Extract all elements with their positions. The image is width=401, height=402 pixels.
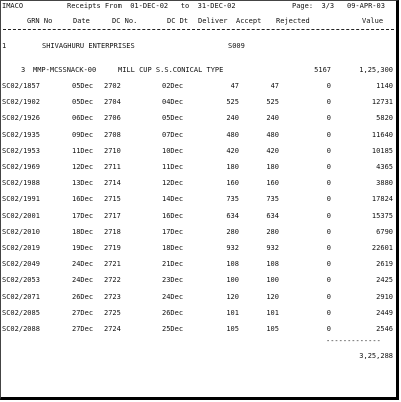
cell-rej: 0 — [326, 325, 331, 333]
cell-date: 24Dec — [72, 260, 94, 269]
cell-dcdt: 23Dec — [162, 276, 184, 285]
table-row — [1, 164, 396, 174]
item-qty-total: 5167 — [314, 66, 331, 74]
cell-rej: 0 — [326, 211, 331, 220]
cell-val: 2910 — [376, 292, 393, 301]
table-row — [1, 277, 396, 287]
cell-acc: 932 — [266, 244, 279, 252]
item-seq: 3 — [21, 66, 26, 74]
cell-grn: SC02/1926 — [2, 114, 40, 123]
cell-dc: 2714 — [104, 179, 121, 188]
cell-rej: 0 — [326, 260, 331, 269]
cell-acc: 280 — [266, 227, 279, 236]
cell-grn: SC02/2053 — [2, 276, 40, 285]
cell-date: 12Dec — [72, 163, 94, 171]
table-row — [1, 294, 396, 304]
cell-del: 180 — [226, 163, 239, 171]
cell-rej: 0 — [326, 276, 331, 285]
cell-grn: SC02/2010 — [2, 227, 40, 236]
cell-date: 13Dec — [72, 179, 94, 188]
cell-del: 634 — [226, 211, 239, 220]
cell-del: 932 — [226, 244, 239, 252]
cell-acc: 240 — [266, 114, 279, 123]
cell-acc: 47 — [270, 82, 279, 90]
col-dc-dt: DC Dt — [167, 17, 189, 25]
cell-acc: 108 — [266, 260, 279, 269]
cell-date: 06Dec — [72, 114, 94, 123]
cell-dcdt: 21Dec — [162, 260, 184, 269]
item-value-total: 1,25,300 — [359, 66, 393, 74]
cell-rej: 0 — [326, 244, 331, 252]
cell-dc: 2724 — [104, 325, 121, 333]
cell-rej: 0 — [326, 179, 331, 188]
cell-val: 4365 — [376, 163, 393, 171]
cell-dc: 2718 — [104, 227, 121, 236]
cell-del: 525 — [226, 98, 239, 107]
cell-date: 24Dec — [72, 276, 94, 285]
cell-acc: 160 — [266, 179, 279, 188]
cell-dcdt: 25Dec — [162, 325, 184, 333]
table-row — [1, 115, 396, 125]
cell-date: 09Dec — [72, 130, 94, 139]
cell-dcdt: 02Dec — [162, 82, 184, 90]
supplier-name: SHIVAGHURU ENTERPRISES — [42, 42, 135, 50]
cell-dc: 2715 — [104, 195, 121, 204]
cell-del: 105 — [226, 325, 239, 333]
run-date: 09-APR-03 — [347, 2, 385, 10]
grand-total: 3,25,288 — [359, 352, 393, 360]
cell-acc: 105 — [266, 325, 279, 333]
cell-dc: 2721 — [104, 260, 121, 269]
cell-val: 10185 — [371, 146, 393, 155]
cell-dcdt: 18Dec — [162, 244, 184, 252]
cell-dcdt: 11Dec — [162, 163, 184, 171]
cell-acc: 100 — [266, 276, 279, 285]
cell-rej: 0 — [326, 308, 331, 317]
cell-del: 160 — [226, 179, 239, 188]
cell-date: 27Dec — [72, 325, 94, 333]
cell-dc: 2704 — [104, 98, 121, 107]
cell-date: 16Dec — [72, 195, 94, 204]
cell-dc: 2719 — [104, 244, 121, 252]
cell-rej: 0 — [326, 146, 331, 155]
table-row — [1, 180, 396, 190]
report-title: Receipts From 01-DEC-02 to 31-DEC-02 — [67, 2, 236, 10]
cell-val: 6790 — [376, 227, 393, 236]
cell-date: 26Dec — [72, 292, 94, 301]
cell-dc: 2702 — [104, 82, 121, 90]
cell-del: 120 — [226, 292, 239, 301]
cell-del: 420 — [226, 146, 239, 155]
cell-date: 17Dec — [72, 211, 94, 220]
cell-val: 12731 — [371, 98, 393, 107]
cell-date: 27Dec — [72, 308, 94, 317]
col-rejected: Rejected — [276, 17, 310, 25]
cell-val: 17824 — [371, 195, 393, 204]
table-row — [1, 245, 396, 255]
cell-acc: 525 — [266, 98, 279, 107]
col-date: Date — [73, 17, 90, 25]
cell-dc: 2708 — [104, 130, 121, 139]
cell-acc: 480 — [266, 130, 279, 139]
table-row — [1, 229, 396, 239]
table-row — [1, 310, 396, 320]
report-header — [1, 1, 396, 13]
cell-dcdt: 14Dec — [162, 195, 184, 204]
cell-val: 2546 — [376, 325, 393, 333]
cell-dcdt: 26Dec — [162, 308, 184, 317]
cell-acc: 180 — [266, 163, 279, 171]
cell-val: 22601 — [371, 244, 393, 252]
cell-del: 47 — [230, 82, 239, 90]
cell-dcdt: 16Dec — [162, 211, 184, 220]
total-underline: ------------- — [326, 337, 381, 345]
cell-grn: SC02/1902 — [2, 98, 40, 107]
cell-dcdt: 24Dec — [162, 292, 184, 301]
cell-date: 11Dec — [72, 146, 94, 155]
cell-dcdt: 04Dec — [162, 98, 184, 107]
col-delivered: Deliver — [198, 17, 228, 25]
page-number: Page: 3/3 — [292, 2, 335, 10]
supplier-seq: 1 — [2, 42, 7, 50]
cell-val: 2425 — [376, 276, 393, 285]
table-row — [1, 326, 396, 336]
cell-grn: SC02/1953 — [2, 146, 40, 155]
item-code: MMP-MCSSNACK-00 — [33, 66, 97, 74]
cell-dcdt: 10Dec — [162, 146, 184, 155]
cell-rej: 0 — [326, 98, 331, 107]
col-grn-no: GRN No — [27, 17, 53, 25]
cell-grn: SC02/2088 — [2, 325, 40, 333]
cell-grn: SC02/2071 — [2, 292, 40, 301]
cell-dc: 2711 — [104, 163, 121, 171]
cell-del: 240 — [226, 114, 239, 123]
cell-grn: SC02/1935 — [2, 130, 40, 139]
cell-acc: 420 — [266, 146, 279, 155]
cell-del: 480 — [226, 130, 239, 139]
cell-grn: SC02/1988 — [2, 179, 40, 188]
table-row — [1, 261, 396, 271]
cell-del: 100 — [226, 276, 239, 285]
cell-grn: SC02/2001 — [2, 211, 40, 220]
cell-dc: 2725 — [104, 308, 121, 317]
cell-grn: SC02/2049 — [2, 260, 40, 269]
supplier-code: S009 — [228, 42, 245, 50]
cell-dc: 2706 — [104, 114, 121, 123]
cell-val: 2449 — [376, 308, 393, 317]
cell-rej: 0 — [326, 195, 331, 204]
col-accepted: Accept — [236, 17, 262, 25]
cell-grn: SC02/1857 — [2, 82, 40, 90]
cell-val: 11640 — [371, 130, 393, 139]
item-description: MILL CUP S.S.CONICAL TYPE — [118, 66, 224, 74]
table-row — [1, 196, 396, 206]
cell-dc: 2710 — [104, 146, 121, 155]
cell-del: 735 — [226, 195, 239, 204]
cell-val: 5820 — [376, 114, 393, 123]
cell-date: 05Dec — [72, 82, 94, 90]
cell-rej: 0 — [326, 130, 331, 139]
table-row — [1, 132, 396, 142]
cell-del: 280 — [226, 227, 239, 236]
header-divider — [3, 29, 394, 30]
cell-val: 15375 — [371, 211, 393, 220]
company-name: IMACO — [2, 2, 24, 10]
cell-dcdt: 07Dec — [162, 130, 184, 139]
table-row — [1, 99, 396, 109]
cell-del: 108 — [226, 260, 239, 269]
cell-dc: 2723 — [104, 292, 121, 301]
cell-acc: 735 — [266, 195, 279, 204]
cell-grn: SC02/1991 — [2, 195, 40, 204]
cell-val: 2619 — [376, 260, 393, 269]
cell-rej: 0 — [326, 227, 331, 236]
cell-del: 101 — [226, 308, 239, 317]
cell-dc: 2722 — [104, 276, 121, 285]
cell-acc: 120 — [266, 292, 279, 301]
cell-rej: 0 — [326, 163, 331, 171]
cell-date: 05Dec — [72, 98, 94, 107]
col-value: Value — [362, 17, 384, 25]
cell-dcdt: 17Dec — [162, 227, 184, 236]
cell-dc: 2717 — [104, 211, 121, 220]
cell-grn: SC02/1969 — [2, 163, 40, 171]
cell-acc: 101 — [266, 308, 279, 317]
cell-date: 19Dec — [72, 244, 94, 252]
cell-date: 18Dec — [72, 227, 94, 236]
cell-rej: 0 — [326, 292, 331, 301]
cell-rej: 0 — [326, 114, 331, 123]
cell-val: 3880 — [376, 179, 393, 188]
cell-acc: 634 — [266, 211, 279, 220]
table-row — [1, 213, 396, 223]
cell-val: 1140 — [376, 82, 393, 90]
table-row — [1, 83, 396, 93]
cell-grn: SC02/2085 — [2, 308, 40, 317]
cell-rej: 0 — [326, 82, 331, 90]
table-row — [1, 148, 396, 158]
cell-grn: SC02/2019 — [2, 244, 40, 252]
col-dc-no: DC No. — [112, 17, 138, 25]
cell-dcdt: 12Dec — [162, 179, 184, 188]
cell-dcdt: 05Dec — [162, 114, 184, 123]
